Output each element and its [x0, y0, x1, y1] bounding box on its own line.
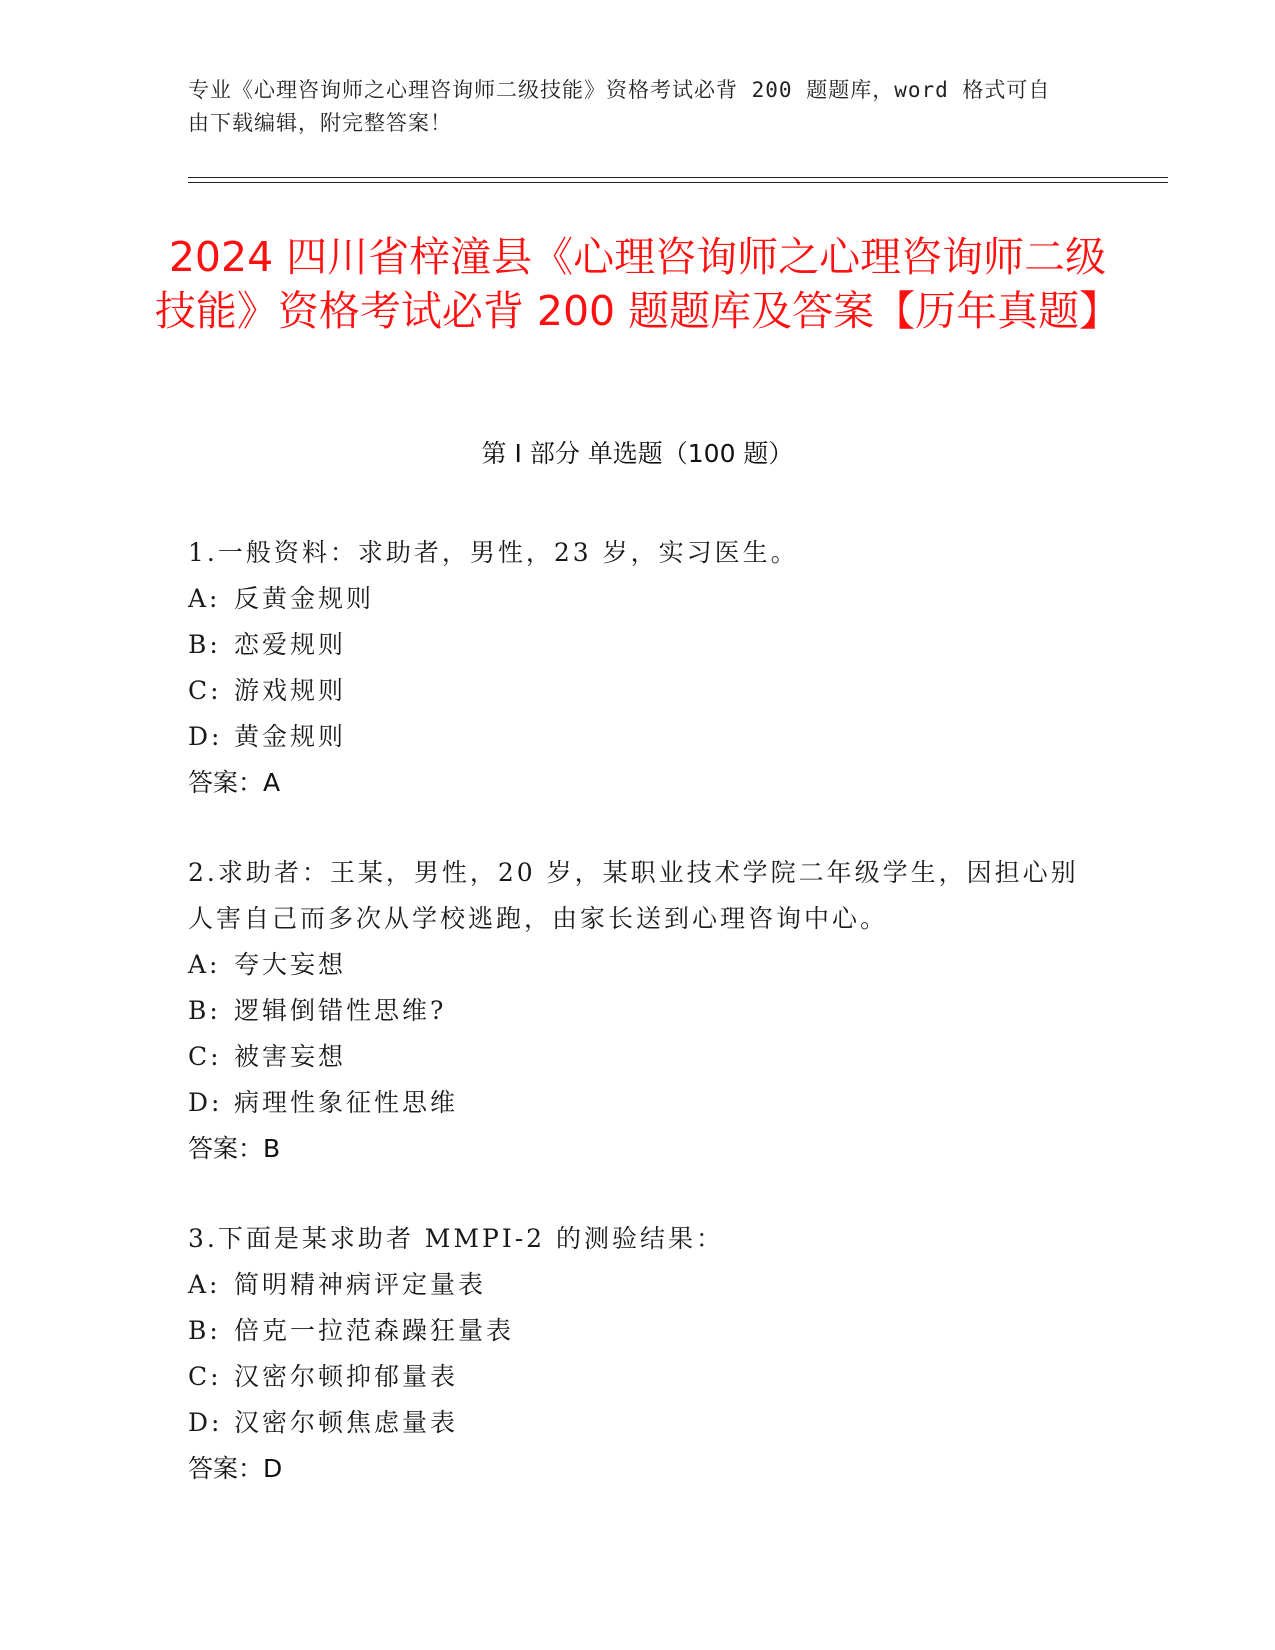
option-letter: A:	[188, 584, 221, 613]
question-stem: 3.下面是某求助者 MMPI-2 的测验结果：	[188, 1224, 724, 1253]
option-d	[188, 1080, 1088, 1126]
option-letter: B:	[188, 630, 221, 659]
option-letter: A:	[188, 950, 221, 979]
option-text: 汉密尔顿焦虑量表	[234, 1408, 459, 1437]
answer-line: 答案：B	[188, 1134, 281, 1163]
option-text: 黄金规则	[234, 722, 347, 751]
option-letter: C:	[188, 1042, 222, 1071]
option-text: 汉密尔顿抑郁量表	[234, 1362, 459, 1391]
question-list	[188, 530, 1088, 1536]
option-text: 逻辑倒错性思维?	[234, 996, 447, 1025]
option-letter: D:	[188, 1408, 223, 1437]
option-text: 病理性象征性思维	[234, 1088, 459, 1117]
question-1	[188, 530, 1088, 806]
question-2	[188, 850, 1088, 1172]
header-divider-top	[188, 177, 1168, 178]
option-b	[188, 1308, 1088, 1354]
answer-line: 答案：A	[188, 768, 281, 797]
section-heading: 第 I 部分 单选题（100 题）	[481, 439, 794, 468]
option-text: 反黄金规则	[234, 584, 375, 613]
option-d	[188, 714, 1088, 760]
option-letter: C:	[188, 1362, 222, 1391]
option-text: 游戏规则	[234, 676, 347, 705]
answer-line: 答案：D	[188, 1454, 283, 1483]
option-d	[188, 1400, 1088, 1446]
option-letter: D:	[188, 722, 223, 751]
question-3	[188, 1216, 1088, 1492]
option-c	[188, 1034, 1088, 1080]
document-title: 2024 四川省梓潼县《心理咨询师之心理咨询师二级技能》资格考试必背 200 题题库及答案【历年真题】	[154, 233, 1121, 335]
option-letter: B:	[188, 1316, 221, 1345]
option-a	[188, 576, 1088, 622]
option-letter: D:	[188, 1088, 223, 1117]
option-text: 被害妄想	[234, 1042, 347, 1071]
option-text: 简明精神病评定量表	[234, 1270, 487, 1299]
option-c	[188, 1354, 1088, 1400]
option-letter: A:	[188, 1270, 221, 1299]
question-stem: 2.求助者：王某，男性，20 岁，某职业技术学院二年级学生，因担心别人害自己而多次从学校逃跑，由家长送到心理咨询中心。	[188, 858, 1079, 933]
option-a	[188, 942, 1088, 988]
option-text: 恋爱规则	[234, 630, 347, 659]
question-stem: 1.一般资料：求助者，男性，23 岁，实习医生。	[188, 538, 799, 567]
option-letter: C:	[188, 676, 222, 705]
option-text: 夸大妄想	[234, 950, 347, 979]
header-note: 专业《心理咨询师之心理咨询师二级技能》资格考试必背 200 题题库，word 格式可自由下载编辑，附完整答案！	[188, 78, 1051, 135]
option-text: 倍克一拉范森躁狂量表	[234, 1316, 515, 1345]
header-divider-bottom	[188, 182, 1168, 183]
option-b	[188, 988, 1088, 1034]
option-c	[188, 668, 1088, 714]
option-a	[188, 1262, 1088, 1308]
option-letter: B:	[188, 996, 221, 1025]
option-b	[188, 622, 1088, 668]
